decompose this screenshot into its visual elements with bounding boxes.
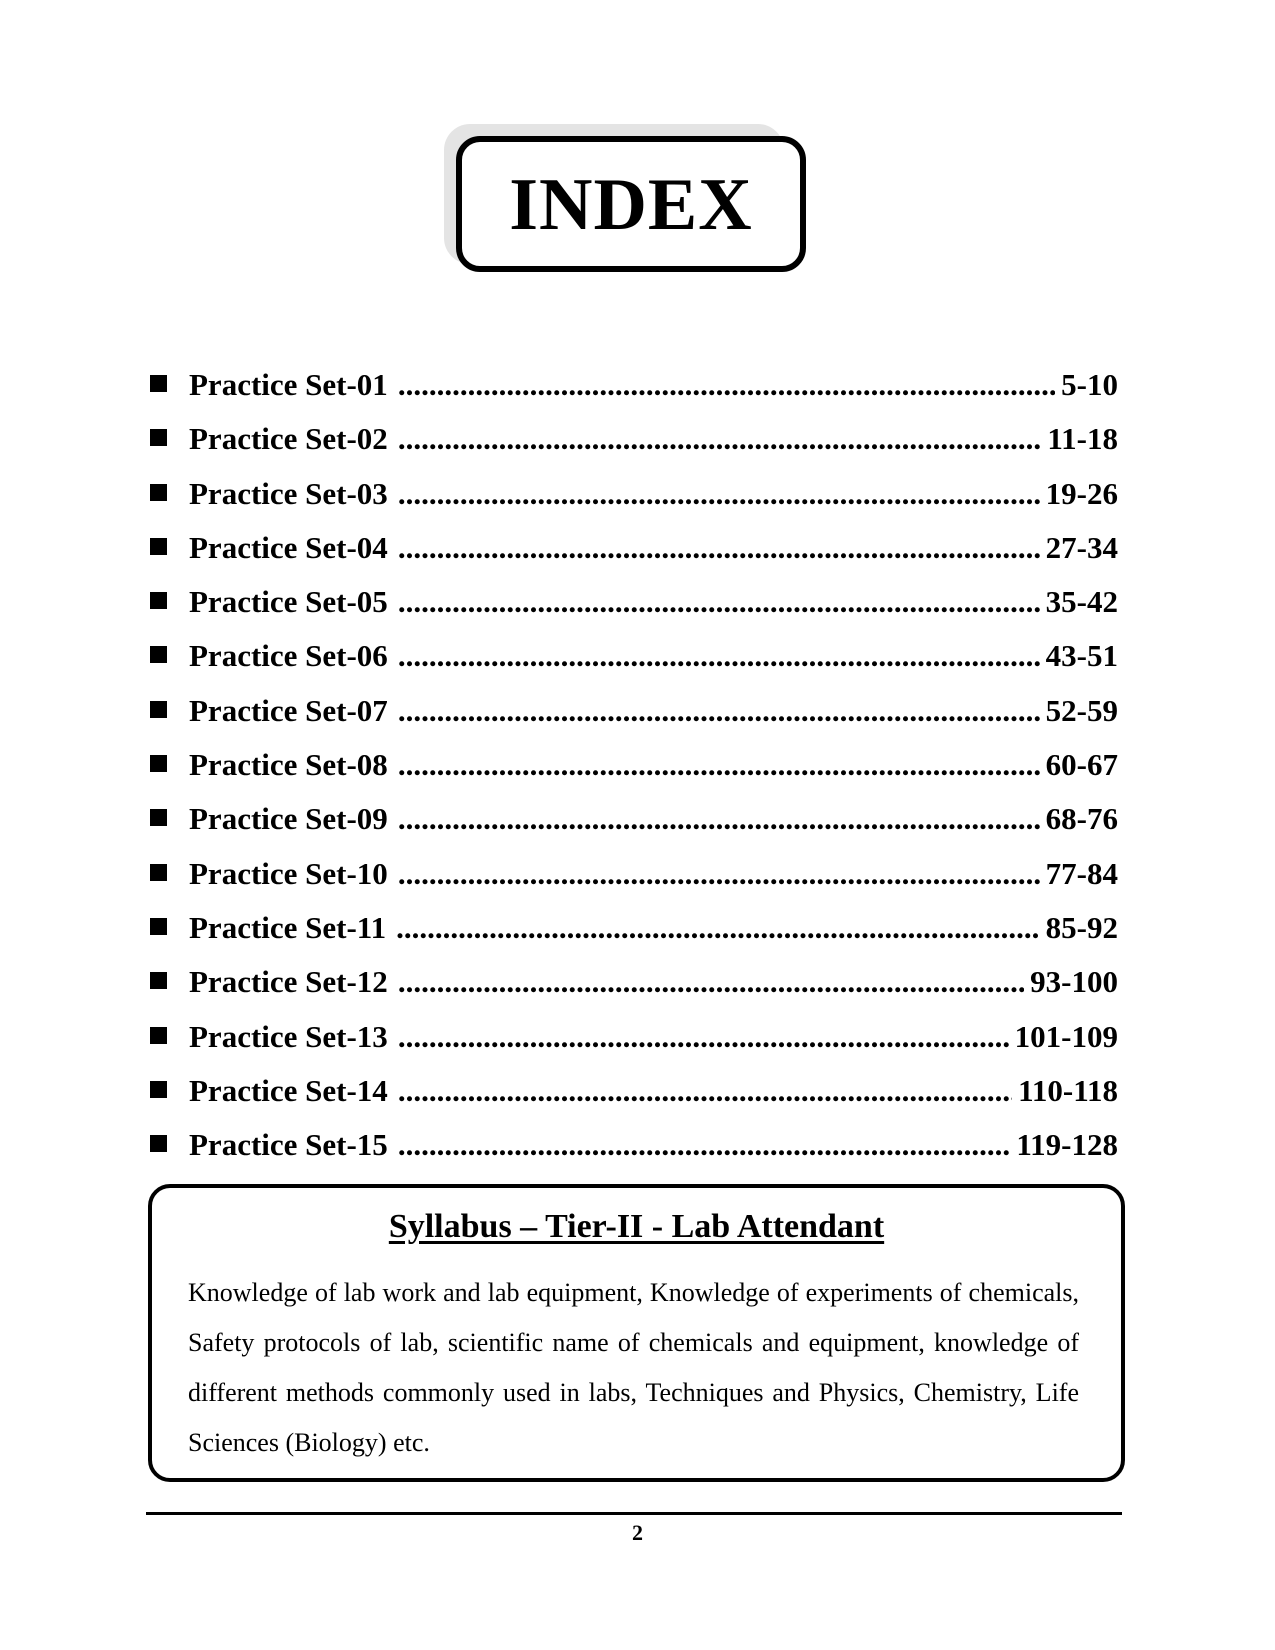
dot-leader xyxy=(398,1073,1012,1109)
index-entry-07[interactable] xyxy=(150,693,1118,747)
index-entry-13[interactable] xyxy=(150,1019,1118,1073)
index-entry-pages: 43-51 xyxy=(1045,638,1118,674)
square-bullet-icon xyxy=(150,1081,167,1098)
index-entry-label: Practice Set-12 xyxy=(189,964,388,1000)
dot-leader xyxy=(398,1127,1011,1163)
index-entry-pages: 27-34 xyxy=(1045,529,1118,565)
dot-leader xyxy=(398,367,1055,403)
index-entry-label: Practice Set-01 xyxy=(189,367,388,402)
syllabus-title: Syllabus – Tier-II - Lab Attendant xyxy=(388,1208,885,1245)
dot-leader xyxy=(398,856,1040,892)
title-box xyxy=(456,136,806,272)
square-bullet-icon xyxy=(150,375,167,392)
dot-leader xyxy=(398,530,1040,566)
square-bullet-icon xyxy=(150,646,167,663)
index-entry-pages: 60-67 xyxy=(1045,747,1118,783)
dot-leader xyxy=(398,964,1024,1000)
dot-leader xyxy=(398,801,1040,837)
index-entry-pages: 93-100 xyxy=(1030,964,1118,1000)
index-entry-06[interactable] xyxy=(150,638,1118,692)
index-entry-pages: 101-109 xyxy=(1014,1018,1118,1054)
page-title: INDEX xyxy=(509,164,753,246)
square-bullet-icon xyxy=(150,864,167,881)
dot-leader xyxy=(398,584,1040,620)
index-entry-label: Practice Set-05 xyxy=(189,584,388,620)
dot-leader xyxy=(398,638,1040,674)
index-entry-pages: 5-10 xyxy=(1061,367,1118,402)
square-bullet-icon xyxy=(150,429,167,446)
square-bullet-icon xyxy=(150,809,167,826)
square-bullet-icon xyxy=(150,918,167,935)
dot-leader xyxy=(398,1019,1009,1055)
index-entry-pages: 85-92 xyxy=(1045,909,1118,945)
square-bullet-icon xyxy=(150,1027,167,1044)
square-bullet-icon xyxy=(150,1135,167,1152)
index-entry-11[interactable] xyxy=(150,910,1118,964)
index-entry-label: Practice Set-06 xyxy=(189,638,388,674)
index-entry-pages: 68-76 xyxy=(1045,801,1118,837)
square-bullet-icon xyxy=(150,972,167,989)
index-entry-pages: 19-26 xyxy=(1045,475,1118,511)
square-bullet-icon xyxy=(150,755,167,772)
index-entry-15[interactable] xyxy=(150,1127,1118,1181)
index-entry-pages: 52-59 xyxy=(1045,692,1118,728)
index-entry-label: Practice Set-14 xyxy=(189,1072,388,1108)
syllabus-box xyxy=(148,1184,1125,1482)
square-bullet-icon xyxy=(150,538,167,555)
index-entry-pages: 119-128 xyxy=(1016,1127,1118,1163)
index-entry-10[interactable] xyxy=(150,856,1118,910)
index-entry-label: Practice Set-04 xyxy=(189,529,388,565)
dot-leader xyxy=(396,910,1040,946)
index-entry-12[interactable] xyxy=(150,964,1118,1018)
index-entry-09[interactable] xyxy=(150,801,1118,855)
square-bullet-icon xyxy=(150,701,167,718)
dot-leader xyxy=(398,421,1042,457)
index-entry-pages: 110-118 xyxy=(1018,1072,1118,1108)
index-entry-label: Practice Set-08 xyxy=(189,747,388,783)
index-entry-01[interactable] xyxy=(150,367,1118,421)
dot-leader xyxy=(398,693,1040,729)
index-entry-pages: 35-42 xyxy=(1045,584,1118,620)
page-number: 2 xyxy=(632,1520,643,1545)
dot-leader xyxy=(398,747,1040,783)
index-entry-14[interactable] xyxy=(150,1073,1118,1127)
index-entry-label: Practice Set-09 xyxy=(189,801,388,837)
index-entry-label: Practice Set-02 xyxy=(189,421,388,457)
footer-divider xyxy=(146,1512,1122,1515)
index-entry-pages: 11-18 xyxy=(1047,421,1118,457)
index-entry-label: Practice Set-13 xyxy=(189,1018,388,1054)
index-entry-05[interactable] xyxy=(150,584,1118,638)
index-entry-02[interactable] xyxy=(150,421,1118,475)
index-entry-label: Practice Set-10 xyxy=(189,855,388,891)
index-entry-label: Practice Set-07 xyxy=(189,692,388,728)
index-entry-label: Practice Set-03 xyxy=(189,475,388,511)
square-bullet-icon xyxy=(150,592,167,609)
index-entry-label: Practice Set-15 xyxy=(189,1127,388,1163)
index-list xyxy=(150,367,1118,1181)
index-entry-08[interactable] xyxy=(150,747,1118,801)
syllabus-text: Knowledge of lab work and lab equipment, Knowledge of experiments of chemicals, Safety protocols of lab, scientific name of chemicals and equipment, knowledge of different methods commonly used in labs, Techniques and Physics, Chemistry, Life Sciences (Biology) etc. xyxy=(188,1278,1079,1457)
dot-leader xyxy=(398,476,1040,512)
square-bullet-icon xyxy=(150,484,167,501)
index-entry-label: Practice Set-11 xyxy=(189,909,387,945)
index-entry-04[interactable] xyxy=(150,530,1118,584)
index-entry-03[interactable] xyxy=(150,476,1118,530)
index-entry-pages: 77-84 xyxy=(1045,855,1118,891)
